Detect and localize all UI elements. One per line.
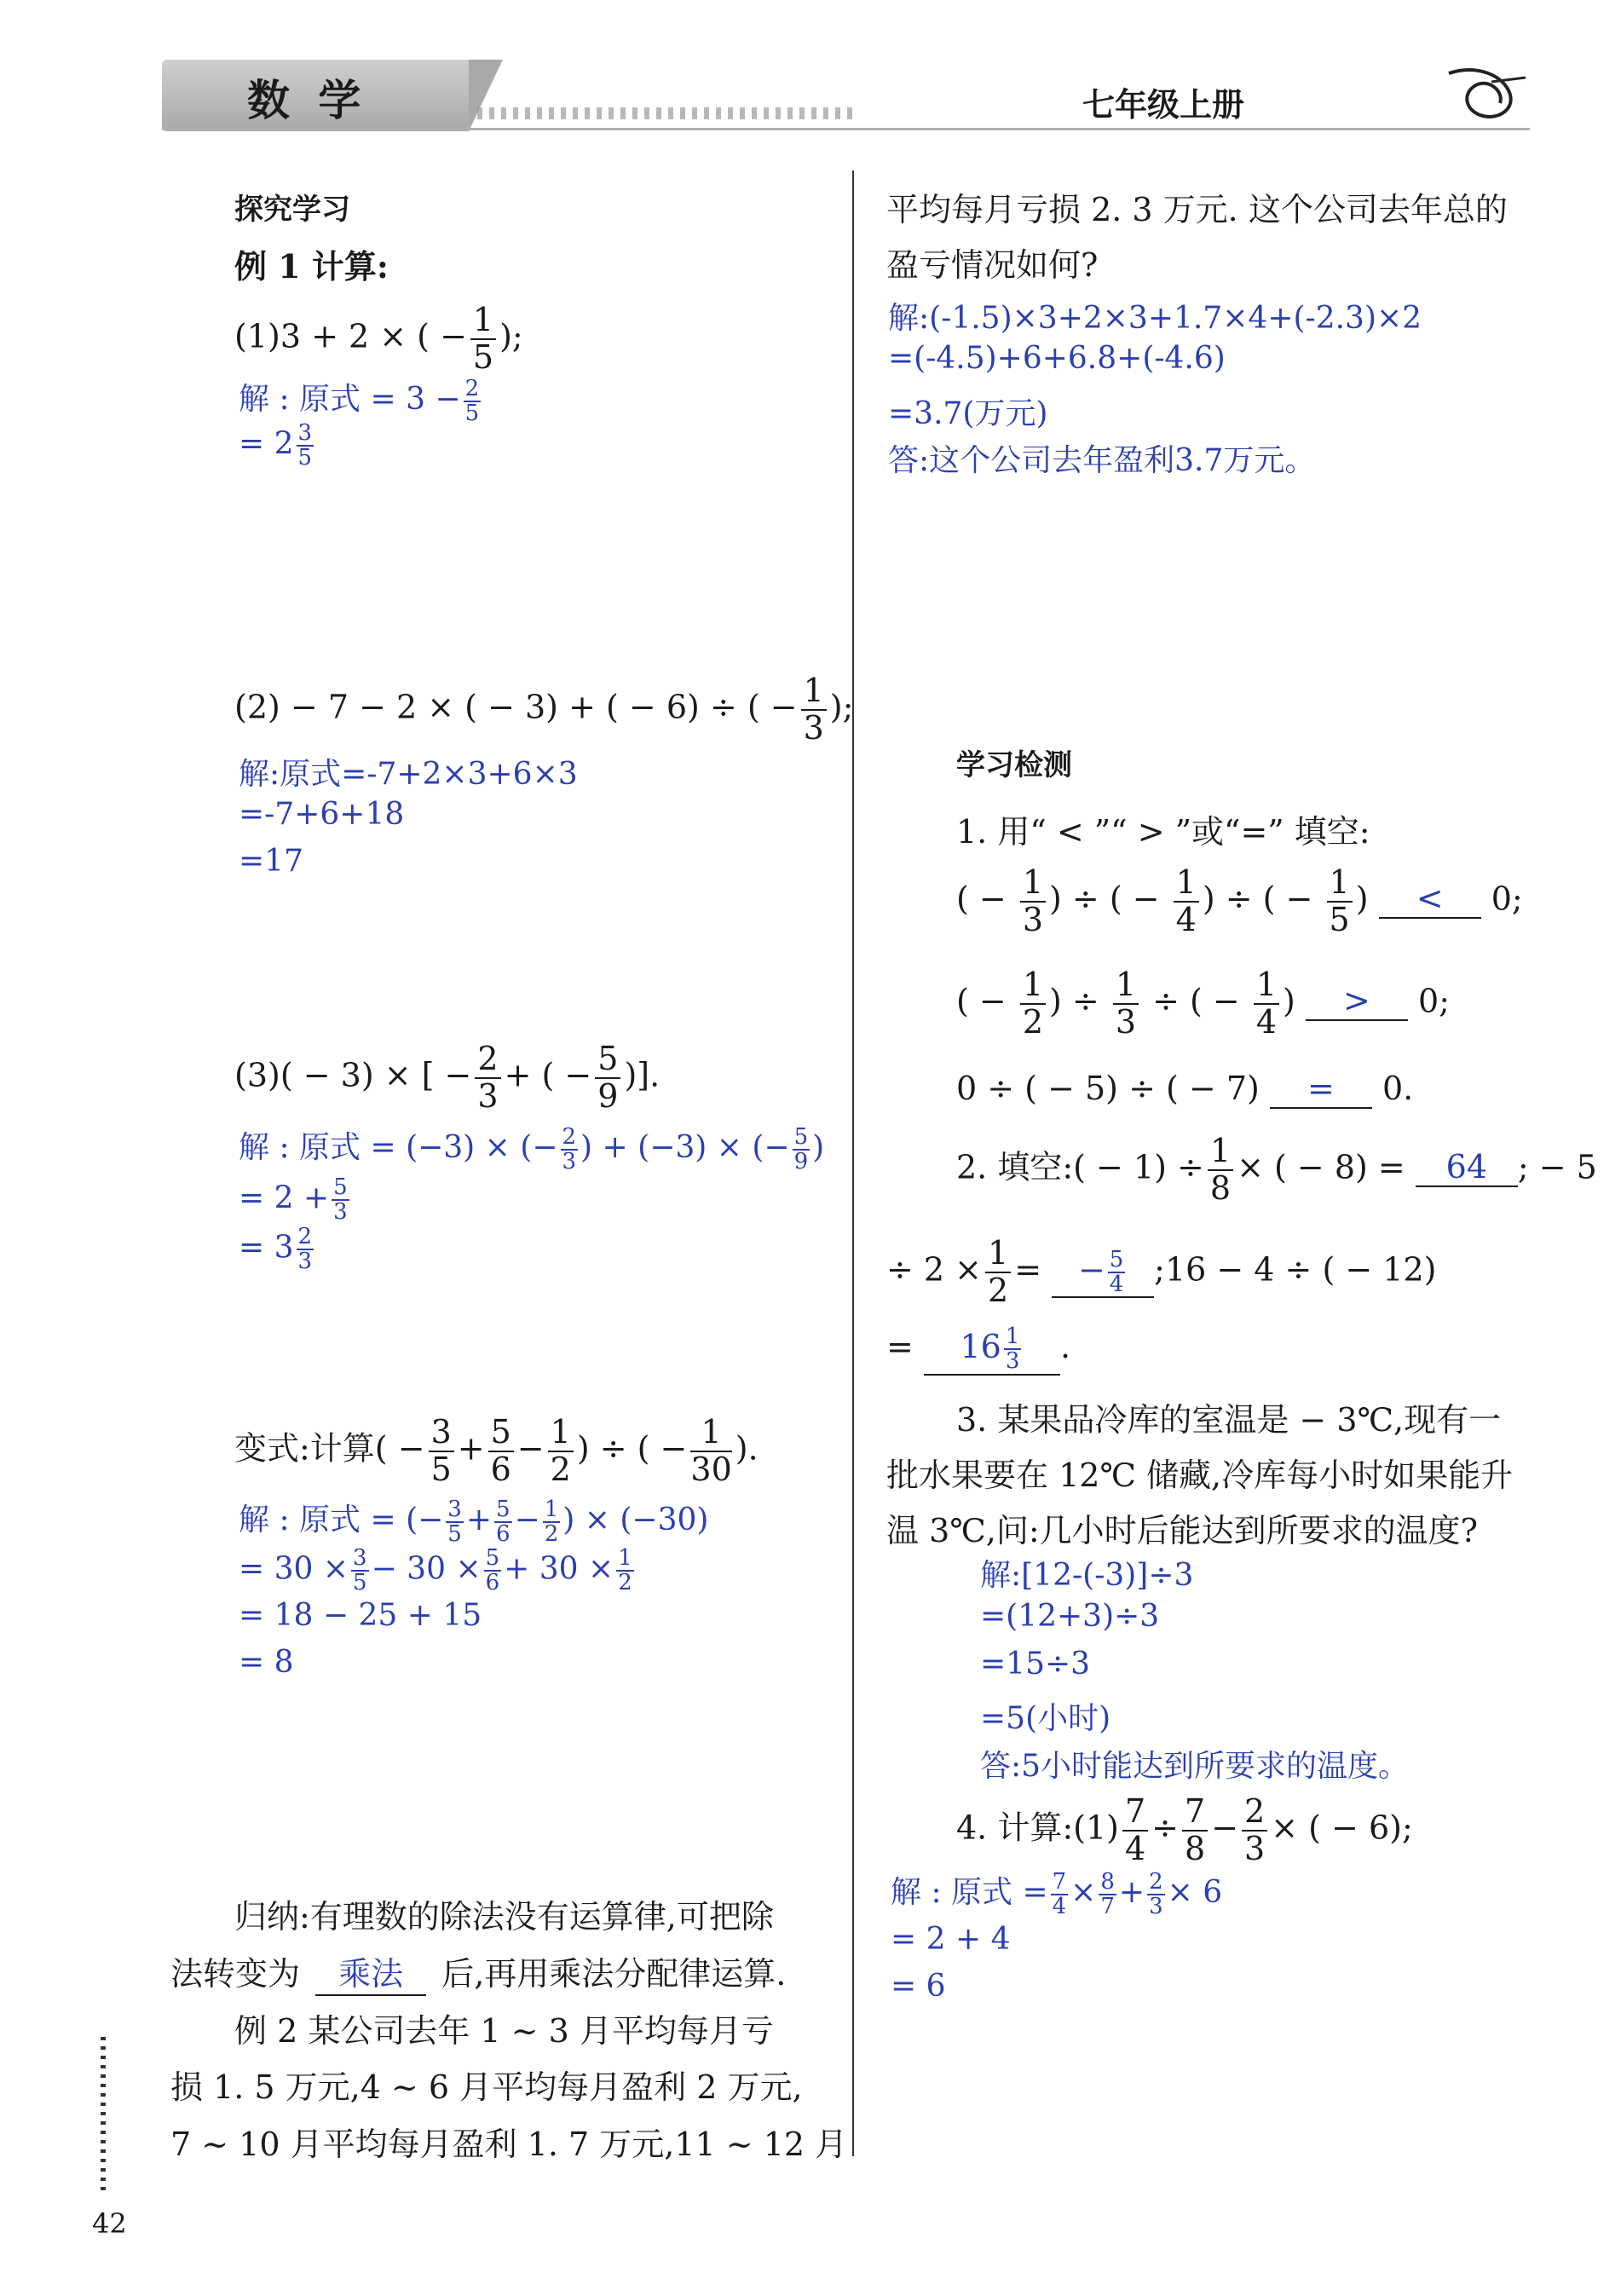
- question1a: ( − $\frac{1}{3}$ ) ÷ ( − $\frac{1}{4}$ ) ÷ ( − $\frac{1}{5}$ ) < 0;: [956, 863, 1523, 938]
- header-rule: [162, 128, 1530, 130]
- example2-line1: 例 2 某公司去年 1 ~ 3 月平均每月亏: [234, 2012, 774, 2050]
- question4: 4. 计算:(1) $\frac{7}{4}$ ÷ $\frac{7}{8}$ − $\frac{2}{3}$ × ( − 6);: [956, 1792, 1413, 1867]
- question2-line1: 2. 填空:( − 1) ÷ $\frac{1}{8}$ × ( − 8) = 64 ; − 5: [956, 1132, 1597, 1207]
- solution4-line1: 解 : 原式 = $\frac{7}{4}$ × $\frac{8}{7}$ + $\frac{2}{3}$ × 6: [891, 1868, 1223, 1919]
- variant-solution-line4: = 8: [239, 1645, 294, 1680]
- variant-solution-line1: 解 : 原式 = (− $\frac{3}{5}$ + $\frac{5}{6}$ − $\frac{1}{2}$ ) × (−30): [239, 1496, 709, 1547]
- q1a-answer: <: [1379, 880, 1481, 919]
- question1b: ( − $\frac{1}{2}$ ) ÷ $\frac{1}{3}$ ÷ ( − $\frac{1}{4}$ ) > 0;: [956, 966, 1451, 1041]
- question2-line2: ÷ 2 × $\frac{1}{2}$ = − $\frac{5}{4}$ ;16 − 4 ÷ ( − 12): [886, 1234, 1437, 1309]
- solution2-line1: 解:原式=-7+2×3+6×3: [239, 757, 578, 792]
- solution1-line1: 解 : 原式 = 3 − $\frac{2}{5}$: [239, 375, 480, 426]
- solution3-line3: = 3 $\frac{2}{3}$: [239, 1224, 313, 1275]
- summary-line2: 法转变为 乘法 后,再用乘法分配律运算.: [170, 1947, 786, 1996]
- summary-blank: 乘法: [315, 1947, 426, 1996]
- example2-line5: 盈亏情况如何?: [886, 246, 1099, 284]
- example2-line4: 平均每月亏损 2. 3 万元. 这个公司去年总的: [886, 191, 1508, 228]
- problem3: (3)( − 3) × [ − $\frac{2}{3}$ + ( − $\frac{5}{9}$ )].: [234, 1040, 661, 1115]
- q1b-answer: >: [1306, 982, 1408, 1021]
- example1-title: 例 1 计算:: [234, 247, 389, 286]
- variant-solution-line2: = 30 × $\frac{3}{5}$ − 30 × $\frac{5}{6}$ + 30 × $\frac{1}{2}$: [239, 1545, 632, 1596]
- solution3b-line4: =5(小时): [980, 1701, 1111, 1736]
- solution-ex2-line1: 解:(-1.5)×3+2×3+1.7×4+(-2.3)×2: [888, 301, 1422, 336]
- solution-ex2-line2: =(-4.5)+6+6.8+(-4.6): [888, 341, 1226, 376]
- question1: 1. 用“ < ”“ > ”或“=” 填空:: [956, 813, 1370, 851]
- column-divider: [852, 170, 854, 2156]
- question2-line3: = 16 $\frac{1}{3}$ .: [886, 1324, 1071, 1375]
- solution3-line1: 解 : 原式 = (−3) × (− $\frac{2}{3}$ ) + (−3) × (− $\frac{5}{9}$ ): [239, 1123, 825, 1174]
- solution-ex2-line4: 答:这个公司去年盈利3.7万元。: [888, 443, 1316, 478]
- question3-line3: 温 3℃,问:几小时后能达到所要求的温度?: [886, 1512, 1479, 1549]
- section-title-check: 学习检测: [956, 748, 1072, 782]
- q1c-answer: =: [1270, 1070, 1372, 1109]
- solution1-line2: = 2 $\frac{3}{5}$: [239, 420, 313, 471]
- example2-line2: 损 1. 5 万元,4 ~ 6 月平均每月盈利 2 万元,: [170, 2068, 803, 2106]
- question3-line2: 批水果要在 12℃ 储藏,冷库每小时如果能升: [886, 1457, 1514, 1494]
- problem2: (2) − 7 − 2 × ( − 3) + ( − 6) ÷ ( − $\frac{1}{3}$ );: [234, 672, 854, 747]
- section-title-explore: 探究学习: [234, 193, 350, 227]
- solution-ex2-line3: =3.7(万元): [888, 396, 1048, 431]
- q2-answer3: 16 $\frac{1}{3}$: [924, 1325, 1060, 1376]
- logo-icon: [1440, 56, 1534, 124]
- solution4-line2: = 2 + 4: [891, 1922, 1011, 1957]
- summary-line1: 归纳:有理数的除法没有运算律,可把除: [234, 1898, 774, 1935]
- solution4-line3: = 6: [891, 1969, 946, 2004]
- example2-line3: 7 ~ 10 月平均每月盈利 1. 7 万元,11 ~ 12 月: [170, 2126, 848, 2163]
- solution3b-line5: 答:5小时能达到所要求的温度。: [980, 1749, 1410, 1784]
- solution3b-line2: =(12+3)÷3: [980, 1599, 1160, 1634]
- problem1: (1)3 + 2 × ( − $\frac{1}{5}$ );: [234, 301, 523, 376]
- question1c: 0 ÷ ( − 5) ÷ ( − 7) = 0.: [956, 1070, 1414, 1107]
- page-number: 42: [92, 2207, 127, 2240]
- solution3b-line1: 解:[12-(-3)]÷3: [980, 1558, 1194, 1593]
- q2-answer1: 64: [1416, 1148, 1518, 1187]
- variant-solution-line3: = 18 − 25 + 15: [239, 1598, 482, 1633]
- header-dots: [477, 107, 852, 119]
- margin-dots: [101, 2037, 106, 2190]
- question3-line1: 3. 某果品冷库的室温是 − 3℃,现有一: [956, 1401, 1502, 1439]
- solution2-line3: =17: [239, 844, 303, 879]
- grade-label: 七年级上册: [1082, 86, 1245, 124]
- solution3b-line3: =15÷3: [980, 1647, 1091, 1682]
- solution2-line2: =-7+6+18: [239, 797, 405, 832]
- subject-title: 数 学: [247, 76, 368, 125]
- variant-problem: 变式:计算( − $\frac{3}{5}$ + $\frac{5}{6}$ − $\frac{1}{2}$ ) ÷ ( − $\frac{1}{30}$ ).: [234, 1413, 759, 1488]
- q2-answer2: − $\frac{5}{4}$: [1052, 1249, 1154, 1299]
- solution3-line2: = 2 + $\frac{5}{3}$: [239, 1174, 348, 1226]
